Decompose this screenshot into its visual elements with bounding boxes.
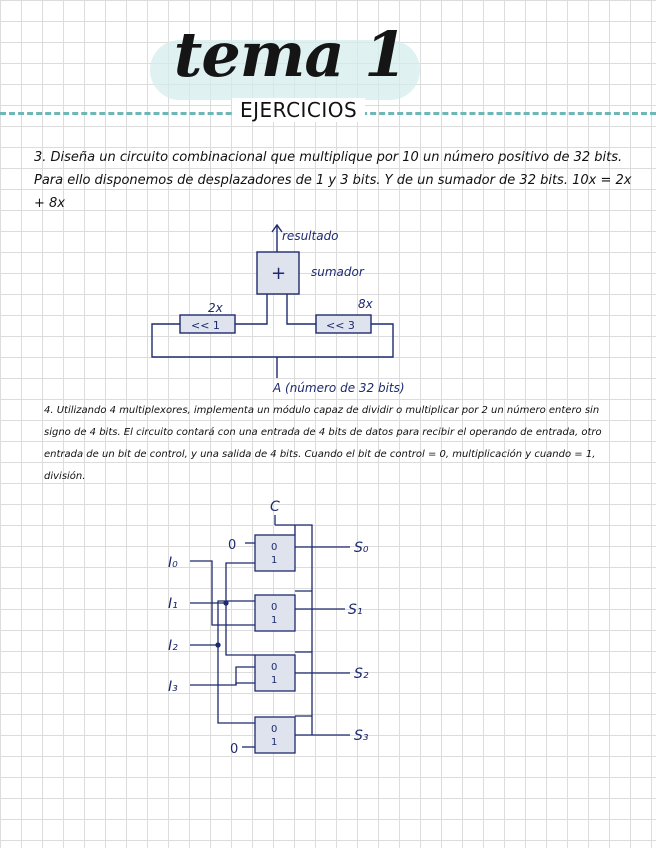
adder-label: sumador xyxy=(311,265,364,279)
shift-3-label: << 3 xyxy=(326,319,355,332)
exercise-3-text: 3. Diseña un circuito combinacional que multiplique por 10 un número positivo de 32 bits. Para ello disponemos de desplazadores de 1 y 3 bits. Y de un sumador de 32 bits. 10x = 2x + 8x xyxy=(34,150,632,211)
input-label: A (número de 32 bits) xyxy=(273,381,405,395)
mux-0-sel1: 1 xyxy=(271,555,278,566)
mux-0-sel0: 0 xyxy=(271,542,278,553)
adder-symbol: + xyxy=(271,263,287,284)
mux-2-sel1: 1 xyxy=(271,675,278,686)
mux-3-sel1: 1 xyxy=(271,737,278,748)
input-i0-label: I₀ xyxy=(168,555,178,571)
control-label: C xyxy=(270,499,280,515)
multiplier-diagram xyxy=(140,220,440,395)
input-i3-label: I₃ xyxy=(168,679,178,695)
mux-1-sel1: 1 xyxy=(271,615,278,626)
output-s0-label: S₀ xyxy=(354,540,369,556)
const-zero-bottom: 0 xyxy=(230,742,239,757)
input-i2-label: I₂ xyxy=(168,638,178,654)
mux-diagram xyxy=(160,495,390,765)
output-s3-label: S₃ xyxy=(354,728,369,744)
output-s2-label: S₂ xyxy=(354,666,369,682)
const-zero-top: 0 xyxy=(228,538,237,553)
mult-2x-label: 2x xyxy=(208,301,223,315)
exercise-4-text: 4. Utilizando 4 multiplexores, implementa un módulo capaz de dividir o multiplicar por 2 un número entero sin signo de 4 bits. El circuito contará con una entrada de 4 bits de datos para recibir el operando de entrada, otro entrada de un bit de control, y una salida de 4 bits. Cuando el bit de control = 0, multiplicación y cuando = 1, división. xyxy=(44,405,602,482)
page-subtitle: EJERCICIOS xyxy=(232,98,365,122)
mux-2-sel0: 0 xyxy=(271,662,278,673)
page-title: tema 1 xyxy=(173,18,407,91)
input-i1-label: I₁ xyxy=(168,596,178,612)
mult-8x-label: 8x xyxy=(358,297,373,311)
output-label: resultado xyxy=(282,229,339,243)
mux-1-sel0: 0 xyxy=(271,602,278,613)
shift-1-label: << 1 xyxy=(191,319,220,332)
output-s1-label: S₁ xyxy=(348,602,363,618)
mux-3-sel0: 0 xyxy=(271,724,278,735)
